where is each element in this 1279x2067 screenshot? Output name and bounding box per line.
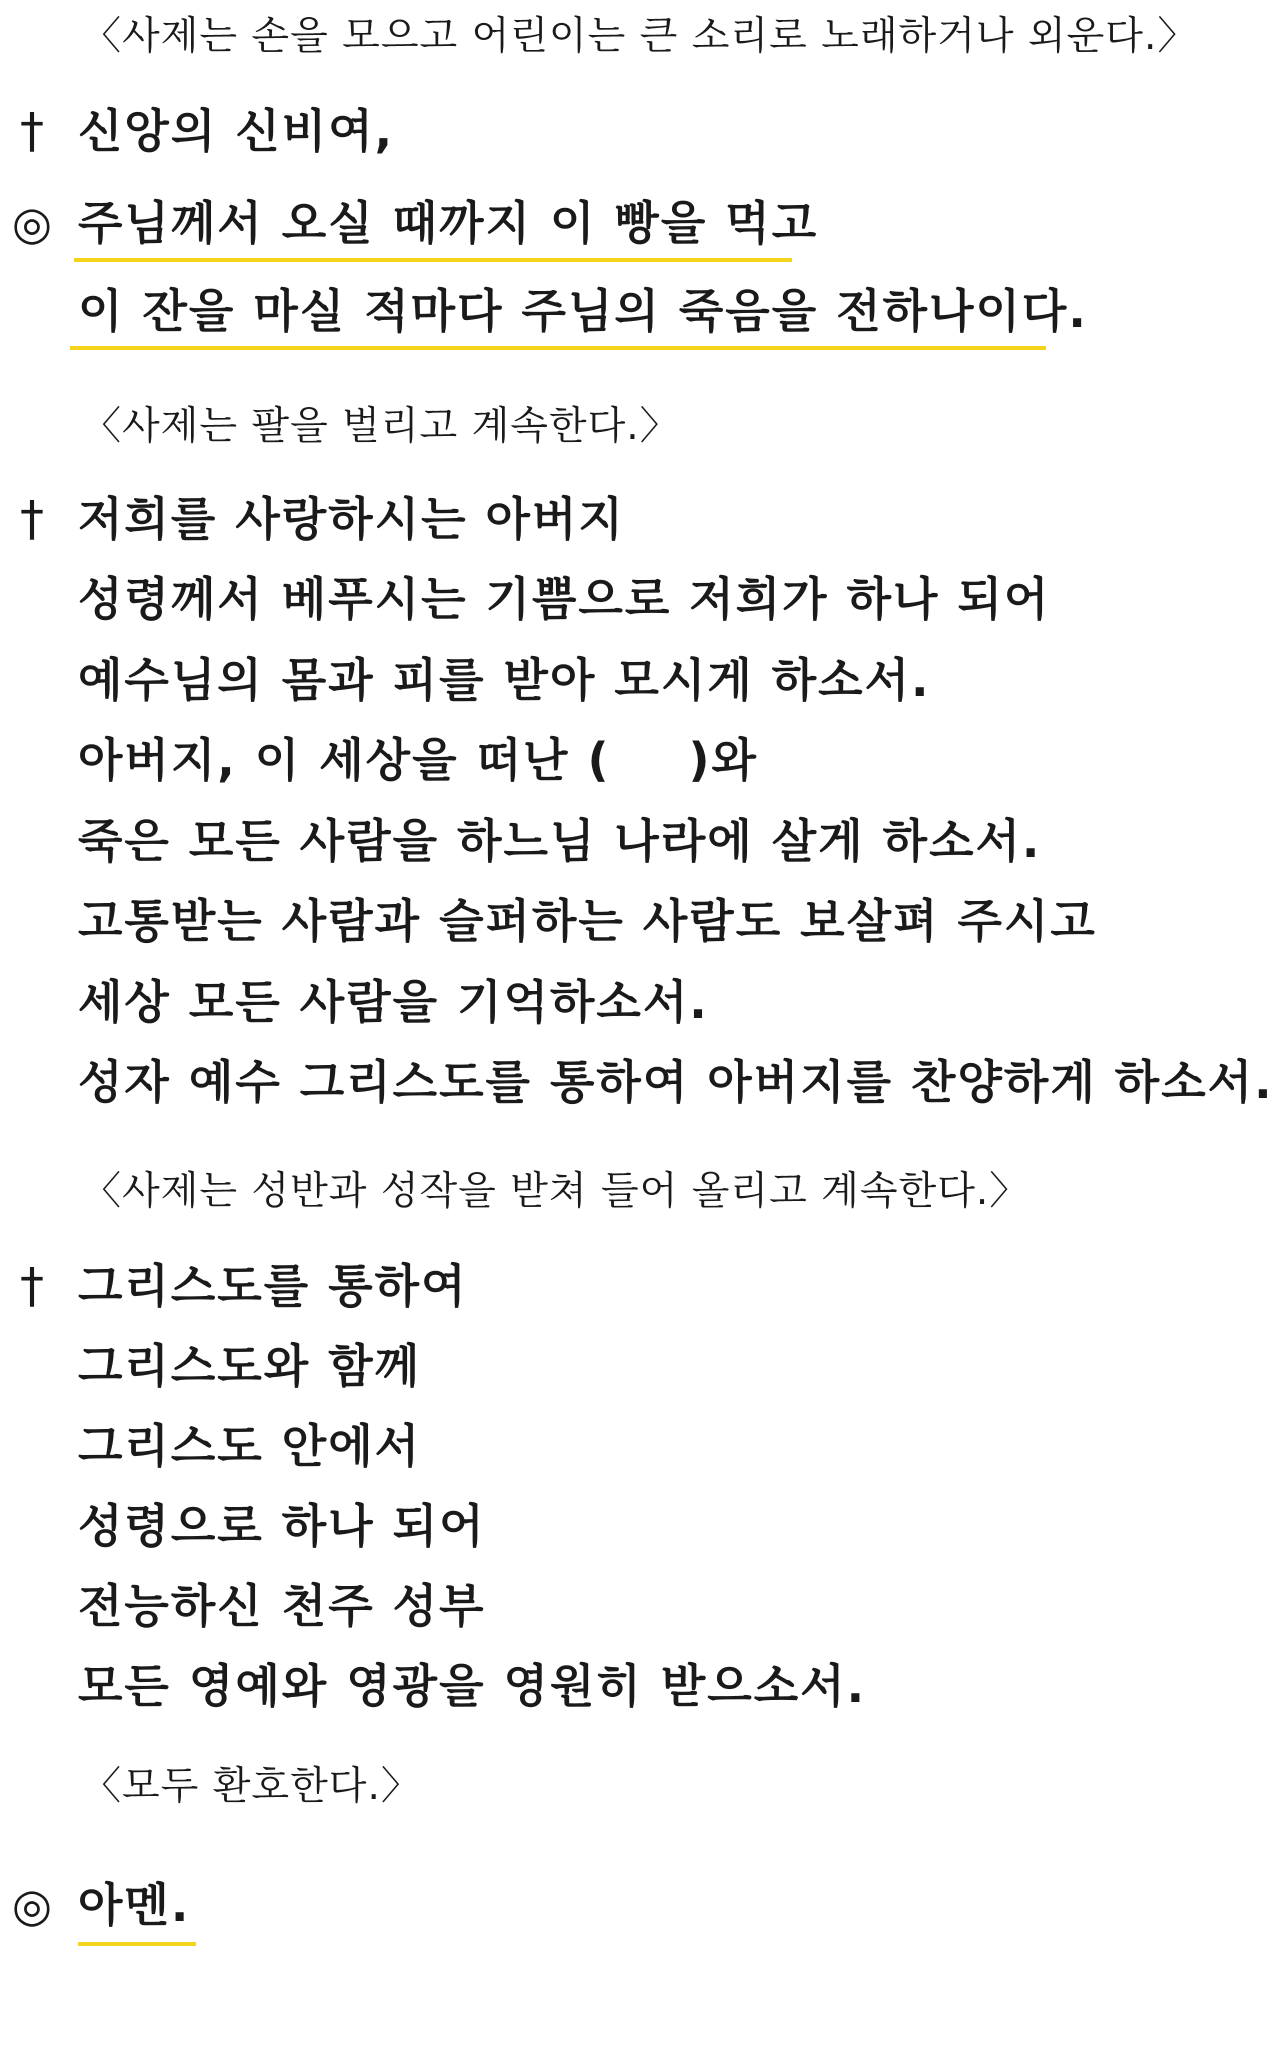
- amen-text: 아멘.: [78, 1878, 191, 1932]
- rubric-text: 〈사제는 손을 모으고 어린이는 큰 소리로 노래하거나 외운다.〉: [82, 14, 1198, 59]
- highlight-underline: [74, 258, 792, 262]
- people-line: [0, 276, 1279, 346]
- prayer-text: 세상 모든 사람을 기억하소서.: [78, 975, 709, 1029]
- doxology-text: 그리스도 안에서: [78, 1419, 422, 1473]
- rubric-text: 〈사제는 성반과 성작을 받쳐 들어 올리고 계속한다.〉: [82, 1169, 1030, 1214]
- rubric-line: [0, 2, 1279, 72]
- prayer-line: [0, 967, 1279, 1037]
- doxology-line: [0, 1331, 1279, 1401]
- doxology-line: [0, 1651, 1279, 1721]
- doxology-text: 그리스도와 함께: [78, 1339, 422, 1393]
- doxology-text: 모든 영예와 영광을 영원히 받으소서.: [78, 1659, 867, 1713]
- prayer-line: [0, 806, 1279, 876]
- doxology-line: [0, 1571, 1279, 1641]
- priest-line: [0, 1251, 1279, 1321]
- priest-line: [0, 96, 1279, 166]
- prayer-line: [0, 645, 1279, 715]
- prayer-text: 성자 예수 그리스도를 통하여 아버지를 찬양하게 하소서.: [78, 1055, 1274, 1109]
- prayer-line: [0, 564, 1279, 634]
- prayer-line: [0, 725, 1279, 795]
- people-double-circle-icon: ◎: [11, 1878, 53, 1932]
- people-line: [0, 188, 1279, 258]
- name-prompt-end: )와: [688, 733, 758, 787]
- prayer-text: 성령께서 베푸시는 기쁨으로 저희가 하나 되어: [78, 572, 1051, 626]
- people-text: 이 잔을 마실 적마다 주님의 죽음을 전하나이다.: [78, 284, 1088, 338]
- prayer-text: 죽은 모든 사람을 하느님 나라에 살게 하소서.: [78, 814, 1042, 868]
- rubric-line: [0, 1157, 1279, 1227]
- doxology-text: 전능하신 천주 성부: [78, 1579, 486, 1633]
- highlight-underline: [70, 346, 1046, 350]
- people-line: [0, 1870, 1279, 1940]
- name-prompt-start: 아버지, 이 세상을 떠난 (: [78, 733, 611, 787]
- prayer-text: 예수님의 몸과 피를 받아 모시게 하소서.: [78, 653, 931, 707]
- prayer-text: 저희를 사랑하시는 아버지: [78, 492, 625, 546]
- priest-cross-icon: †: [20, 491, 44, 547]
- rubric-text: 〈사제는 팔을 벌리고 계속한다.〉: [82, 404, 680, 449]
- rubric-line: [0, 392, 1279, 462]
- people-double-circle-icon: ◎: [11, 196, 53, 250]
- rubric-text: 〈모두 환호한다.〉: [82, 1764, 421, 1809]
- priest-line: [0, 484, 1279, 554]
- priest-text: 신앙의 신비여,: [78, 104, 395, 158]
- doxology-text: 그리스도를 통하여: [78, 1259, 468, 1313]
- prayer-line: [0, 886, 1279, 956]
- people-text: 주님께서 오실 때까지 이 빵을 먹고: [78, 196, 819, 250]
- highlight-underline: [78, 1942, 196, 1946]
- doxology-line: [0, 1491, 1279, 1561]
- priest-cross-icon: †: [20, 103, 44, 159]
- doxology-text: 성령으로 하나 되어: [78, 1499, 486, 1553]
- prayer-text: [78, 725, 758, 795]
- prayer-line: [0, 1047, 1279, 1117]
- doxology-line: [0, 1411, 1279, 1481]
- prayer-text: 고통받는 사람과 슬퍼하는 사람도 보살펴 주시고: [78, 894, 1097, 948]
- rubric-line: [0, 1752, 1279, 1822]
- priest-cross-icon: †: [20, 1258, 44, 1314]
